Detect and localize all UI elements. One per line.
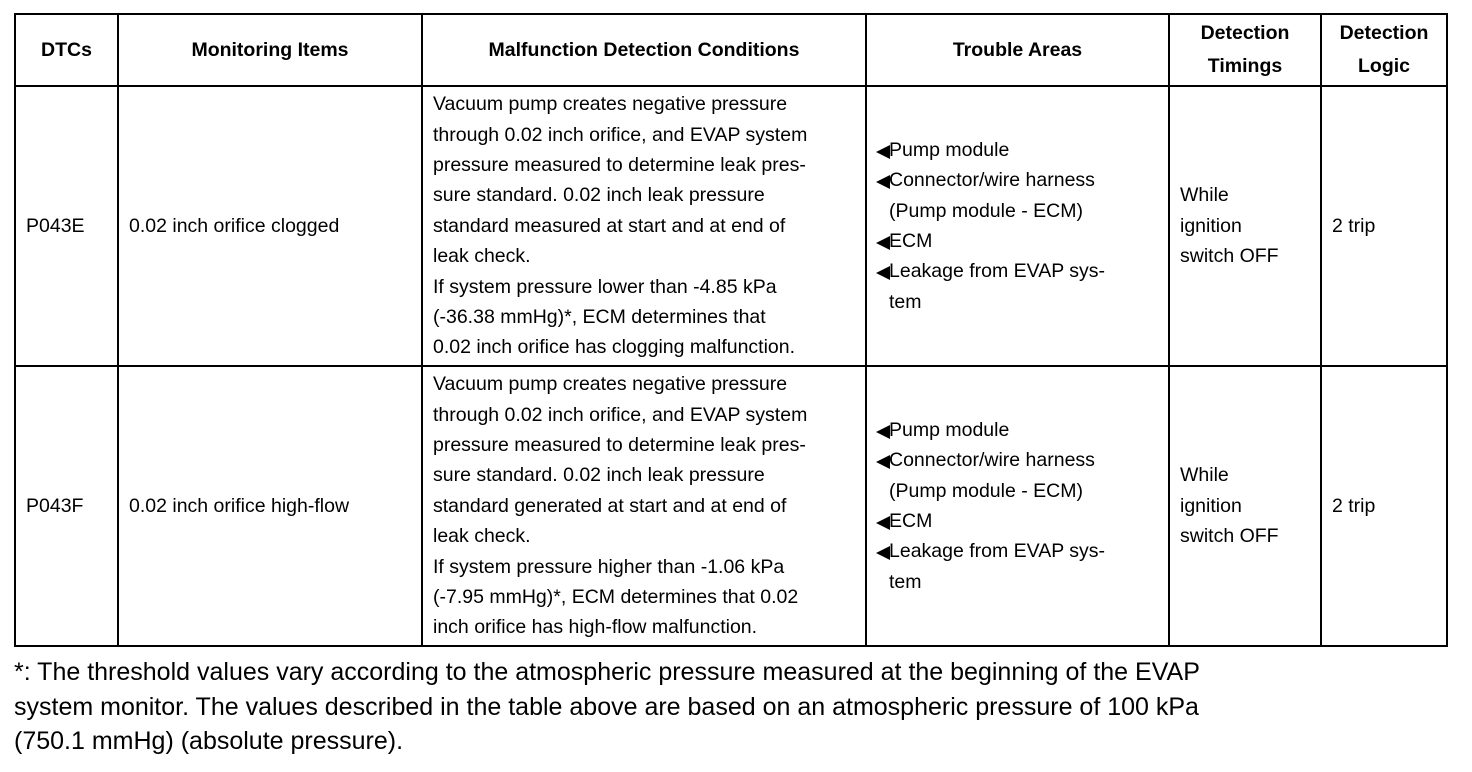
trouble-area-list xyxy=(877,135,1160,317)
table-row xyxy=(15,86,1447,366)
condition-line: (-36.38 mmHg)*, ECM determines that xyxy=(433,306,766,329)
header-malfunction-conditions: Malfunction Detection Conditions xyxy=(422,14,866,86)
trouble-area-item xyxy=(877,506,1160,536)
condition-line: standard measured at start and at end of xyxy=(433,214,786,237)
triangle-bullet-icon xyxy=(876,455,890,469)
condition-line: leak check. xyxy=(433,245,531,268)
header-dtcs: DTCs xyxy=(15,14,118,86)
trouble-area-item xyxy=(877,536,1160,597)
dtc-table xyxy=(14,13,1448,647)
triangle-bullet-icon xyxy=(876,516,890,530)
triangle-bullet-icon xyxy=(876,145,890,159)
trouble-area-text: Leakage from EVAP sys- xyxy=(889,260,1106,283)
condition-line: sure standard. 0.02 inch leak pressure xyxy=(433,184,765,207)
condition-line: leak check. xyxy=(433,525,531,548)
timing-line: While xyxy=(1180,184,1229,207)
trouble-area-text: ECM xyxy=(889,510,933,532)
detection-timing xyxy=(1169,366,1321,646)
detection-conditions xyxy=(422,86,866,366)
trouble-area-item xyxy=(877,256,1160,317)
dtc-code: P043F xyxy=(15,366,118,646)
trouble-area-text: Pump module xyxy=(889,138,1010,161)
monitoring-item: 0.02 inch orifice high-flow xyxy=(118,366,422,646)
header-timings-line: Timings xyxy=(1207,55,1283,77)
condition-line: standard generated at start and at end of xyxy=(433,494,787,517)
header-timings-line: Detection xyxy=(1200,22,1290,44)
condition-line: pressure measured to determine leak pres- xyxy=(433,433,806,456)
footnote xyxy=(14,655,1446,759)
triangle-bullet-icon xyxy=(876,546,890,560)
trouble-area-text: Connector/wire harness xyxy=(889,169,1095,192)
trouble-area-item xyxy=(877,445,1160,506)
trouble-area-item xyxy=(877,226,1160,256)
condition-line: through 0.02 inch orifice, and EVAP system xyxy=(433,403,808,426)
monitoring-item: 0.02 inch orifice clogged xyxy=(118,86,422,366)
trouble-area-continuation: (Pump module - ECM) xyxy=(889,479,1083,502)
trouble-area-continuation: (Pump module - ECM) xyxy=(889,199,1083,222)
table-header-row xyxy=(15,14,1447,86)
footnote-line: *: The threshold values vary according to the atmospheric pressure measured at the beginning of the EVAP xyxy=(14,658,1200,686)
header-logic-line: Detection xyxy=(1339,22,1429,44)
trouble-areas xyxy=(866,86,1169,366)
detection-conditions xyxy=(422,366,866,646)
trouble-area-item xyxy=(877,415,1160,445)
triangle-bullet-icon xyxy=(876,236,890,250)
trouble-area-continuation: tem xyxy=(889,290,922,313)
trouble-area-list xyxy=(877,415,1160,597)
trouble-area-continuation: tem xyxy=(889,570,922,593)
detection-logic: 2 trip xyxy=(1321,86,1447,366)
condition-line: (-7.95 mmHg)*, ECM determines that 0.02 xyxy=(433,586,799,609)
condition-line: through 0.02 inch orifice, and EVAP system xyxy=(433,123,808,146)
trouble-areas xyxy=(866,366,1169,646)
header-logic-line: Logic xyxy=(1358,55,1410,77)
triangle-bullet-icon xyxy=(876,425,890,439)
header-detection-timings xyxy=(1169,14,1321,86)
triangle-bullet-icon xyxy=(876,266,890,280)
trouble-area-text: Connector/wire harness xyxy=(889,449,1095,472)
trouble-area-item xyxy=(877,165,1160,226)
trouble-area-text: Pump module xyxy=(889,418,1010,441)
condition-line: inch orifice has high-flow malfunction. xyxy=(433,616,758,639)
condition-line: If system pressure lower than -4.85 kPa xyxy=(433,275,777,298)
trouble-area-text: Leakage from EVAP sys- xyxy=(889,540,1106,563)
timing-line: ignition xyxy=(1180,494,1242,517)
condition-line: If system pressure higher than -1.06 kPa xyxy=(433,555,785,578)
document-page xyxy=(14,13,1446,759)
timing-line: While xyxy=(1180,464,1229,487)
table-row xyxy=(15,366,1447,646)
detection-timing xyxy=(1169,86,1321,366)
header-monitoring-items: Monitoring Items xyxy=(118,14,422,86)
detection-logic: 2 trip xyxy=(1321,366,1447,646)
dtc-code: P043E xyxy=(15,86,118,366)
timing-line: switch OFF xyxy=(1180,525,1279,548)
header-trouble-areas: Trouble Areas xyxy=(866,14,1169,86)
condition-line: 0.02 inch orifice has clogging malfunction. xyxy=(433,336,796,359)
condition-line: Vacuum pump creates negative pressure xyxy=(433,93,788,116)
condition-line: Vacuum pump creates negative pressure xyxy=(433,373,788,396)
timing-line: switch OFF xyxy=(1180,245,1279,268)
header-detection-logic xyxy=(1321,14,1447,86)
condition-line: pressure measured to determine leak pres- xyxy=(433,153,806,176)
footnote-line: system monitor. The values described in the table above are based on an atmospheric pressure of 100 kPa xyxy=(14,692,1199,721)
trouble-area-item xyxy=(877,135,1160,165)
trouble-area-text: ECM xyxy=(889,230,933,252)
triangle-bullet-icon xyxy=(876,175,890,189)
footnote-line: (750.1 mmHg) (absolute pressure). xyxy=(14,727,404,755)
condition-line: sure standard. 0.02 inch leak pressure xyxy=(433,464,765,487)
timing-line: ignition xyxy=(1180,214,1242,237)
